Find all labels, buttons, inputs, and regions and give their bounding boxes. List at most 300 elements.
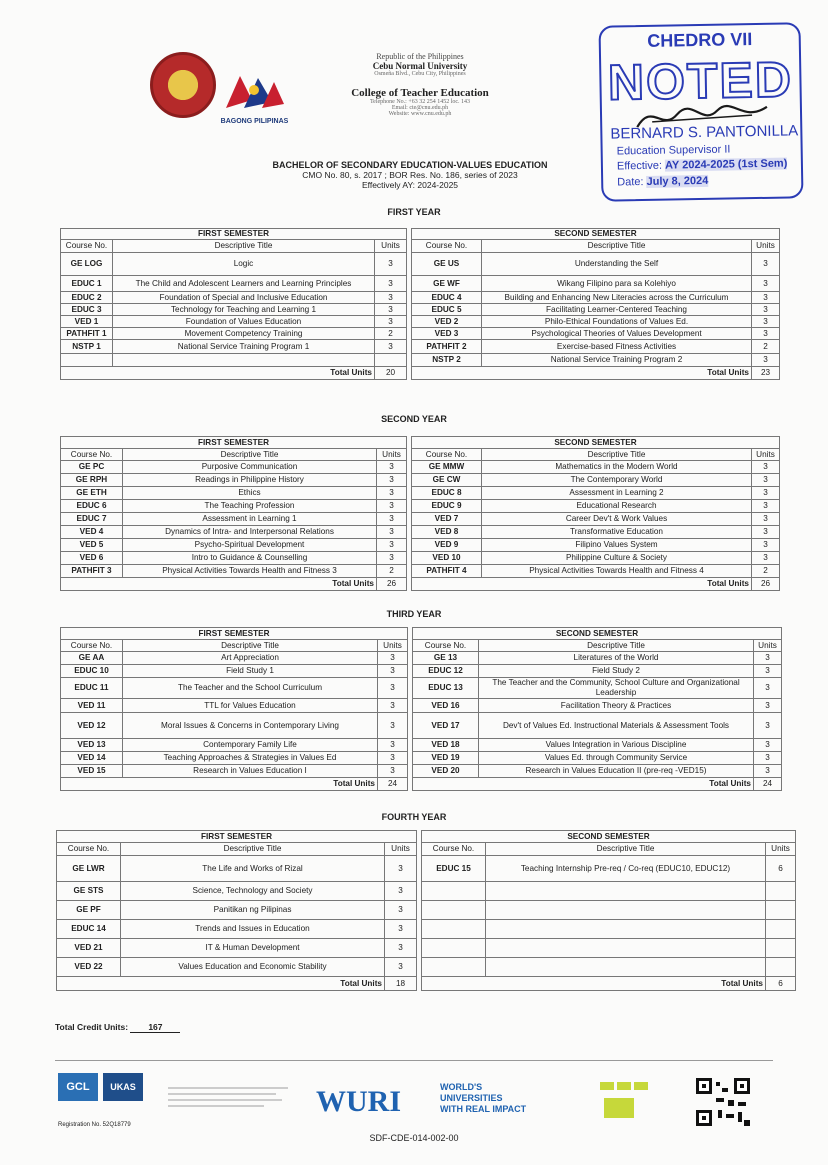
course-units: 3	[377, 539, 407, 552]
course-units: 3	[754, 739, 782, 752]
course-number: GE PC	[61, 461, 123, 474]
year-heading: FIRST YEAR	[387, 207, 441, 217]
course-units: 3	[377, 513, 407, 526]
course-title: Ethics	[123, 487, 377, 500]
wuri-tagline: WORLD'S UNIVERSITIES WITH REAL IMPACT	[440, 1082, 527, 1114]
course-number: VED 7	[412, 513, 482, 526]
course-number: PATHFIT 1	[61, 328, 113, 340]
course-number: EDUC 8	[412, 487, 482, 500]
course-title: TTL for Values Education	[123, 699, 378, 713]
course-units: 3	[385, 920, 417, 939]
course-title: The Life and Works of Rizal	[121, 856, 385, 882]
column-header-desc-title: Descriptive Title	[123, 449, 377, 461]
course-number	[422, 958, 486, 977]
course-units: 3	[752, 539, 780, 552]
course-units: 3	[378, 765, 408, 778]
course-title: Foundation of Special and Inclusive Education	[113, 292, 375, 304]
total-units-second: 23	[752, 367, 780, 380]
course-number: GE WF	[412, 276, 482, 292]
course-units: 2	[752, 340, 780, 354]
course-units: 3	[375, 292, 407, 304]
column-header-units: Units	[375, 240, 407, 253]
column-header-desc-title: Descriptive Title	[123, 640, 378, 652]
column-header-course-no: Course No.	[57, 843, 121, 856]
course-number: EDUC 11	[61, 678, 123, 699]
course-number: EDUC 9	[412, 500, 482, 513]
course-units: 3	[378, 652, 408, 665]
gcl-logo: GCL	[58, 1073, 98, 1101]
course-number	[61, 354, 113, 367]
course-title: Technology for Teaching and Learning 1	[113, 304, 375, 316]
course-title: The Teaching Profession	[123, 500, 377, 513]
republic-line: Republic of the Philippines	[376, 52, 464, 61]
course-title: Philippine Culture & Society	[482, 552, 752, 565]
course-number: VED 15	[61, 765, 123, 778]
course-units: 3	[754, 713, 782, 739]
total-units-second: 24	[754, 778, 782, 791]
curriculum-table	[60, 627, 782, 791]
stamp-status: NOTED	[607, 51, 794, 111]
table-row	[61, 354, 780, 367]
course-number	[422, 901, 486, 920]
course-title: Psycho-Spiritual Development	[123, 539, 377, 552]
course-number: VED 18	[413, 739, 479, 752]
course-number	[422, 882, 486, 901]
total-credit-units: Total Credit Units: 167	[55, 1022, 180, 1033]
course-title: Research in Values Education I	[123, 765, 378, 778]
course-number: GE AA	[61, 652, 123, 665]
first-semester-header: FIRST SEMESTER	[61, 628, 408, 640]
table-row	[57, 958, 796, 977]
course-units: 3	[752, 304, 780, 316]
course-number: VED 17	[413, 713, 479, 739]
table-row	[61, 487, 780, 500]
column-header-units: Units	[766, 843, 796, 856]
total-units-first: 26	[377, 578, 407, 591]
course-units: 3	[385, 901, 417, 920]
course-number	[422, 920, 486, 939]
course-units	[375, 354, 407, 367]
course-number: GE CW	[412, 474, 482, 487]
course-number: GE ETH	[61, 487, 123, 500]
course-units: 3	[378, 752, 408, 765]
column-header-desc-title: Descriptive Title	[113, 240, 375, 253]
course-title: Career Dev't & Work Values	[482, 513, 752, 526]
table-row	[57, 856, 796, 882]
total-units-label: Total Units	[413, 778, 754, 791]
first-semester-header: FIRST SEMESTER	[61, 229, 407, 240]
year-heading: THIRD YEAR	[386, 609, 442, 619]
total-units-label: Total Units	[412, 578, 752, 591]
course-number: NSTP 2	[412, 354, 482, 367]
course-units: 3	[375, 340, 407, 354]
table-row	[61, 328, 780, 340]
table-row	[61, 678, 782, 699]
course-number: PATHFIT 3	[61, 565, 123, 578]
second-semester-header: SECOND SEMESTER	[412, 229, 780, 240]
table-row	[57, 939, 796, 958]
course-units: 3	[377, 552, 407, 565]
course-title: Research in Values Education II (pre-req -VED15)	[479, 765, 754, 778]
course-title: Mathematics in the Modern World	[482, 461, 752, 474]
year-heading: FOURTH YEAR	[381, 812, 447, 822]
course-number: VED 6	[61, 552, 123, 565]
table-row	[61, 526, 780, 539]
column-header-desc-title: Descriptive Title	[482, 240, 752, 253]
course-units: 3	[378, 699, 408, 713]
bagong-pilipinas-text: BAGONG PILIPINAS	[220, 118, 289, 125]
course-title: Values Ed. through Community Service	[479, 752, 754, 765]
course-number: VED 20	[413, 765, 479, 778]
course-units: 3	[378, 739, 408, 752]
total-units-label: Total Units	[61, 778, 378, 791]
course-number: EDUC 6	[61, 500, 123, 513]
course-units: 3	[752, 292, 780, 304]
course-number: EDUC 4	[412, 292, 482, 304]
course-number: GE US	[412, 253, 482, 276]
course-title: Dev't of Values Ed. Instructional Materials & Assessment Tools	[479, 713, 754, 739]
table-row	[61, 474, 780, 487]
first-semester-header: FIRST SEMESTER	[57, 831, 417, 843]
column-header-course-no: Course No.	[412, 449, 482, 461]
course-title: Field Study 2	[479, 665, 754, 678]
table-row	[61, 276, 780, 292]
course-units: 3	[752, 500, 780, 513]
course-title: Logic	[113, 253, 375, 276]
course-number: VED 22	[57, 958, 121, 977]
university-name: Cebu Normal University	[372, 61, 468, 71]
course-number: GE RPH	[61, 474, 123, 487]
course-number	[422, 939, 486, 958]
course-title: Exercise-based Fitness Activities	[482, 340, 752, 354]
table-row	[61, 652, 782, 665]
program-title-block	[200, 160, 620, 190]
course-title: Building and Enhancing New Literacies across the Curriculum	[482, 292, 752, 304]
course-title: Art Appreciation	[123, 652, 378, 665]
course-units: 3	[752, 474, 780, 487]
course-units: 3	[377, 474, 407, 487]
table-row	[61, 513, 780, 526]
course-title: Moral Issues & Concerns in Contemporary Living	[123, 713, 378, 739]
course-title: Science, Technology and Society	[121, 882, 385, 901]
table-row	[61, 699, 782, 713]
total-units-label: Total Units	[61, 578, 377, 591]
course-units: 3	[375, 253, 407, 276]
table-row	[61, 739, 782, 752]
total-credit-value: 167	[130, 1022, 180, 1033]
course-units	[766, 882, 796, 901]
registration-number: Registration No. 52Q18779	[58, 1122, 131, 1128]
qs-stars-logo	[600, 1080, 650, 1120]
total-units-label: Total Units	[422, 977, 766, 991]
course-title: Facilitation Theory & Practices	[479, 699, 754, 713]
course-title: Dynamics of Intra- and Interpersonal Relations	[123, 526, 377, 539]
course-units: 3	[385, 882, 417, 901]
course-title: Psychological Theories of Values Development	[482, 328, 752, 340]
course-number: GE 13	[413, 652, 479, 665]
course-number: VED 10	[412, 552, 482, 565]
course-title: Physical Activities Towards Health and Fitness 4	[482, 565, 752, 578]
course-title: IT & Human Development	[121, 939, 385, 958]
program-cmo: CMO No. 80, s. 2017 ; BOR Res. No. 186, series of 2023	[302, 170, 518, 180]
letterhead	[300, 52, 540, 117]
total-units-first: 18	[385, 977, 417, 991]
curriculum-table	[56, 830, 796, 991]
course-units: 3	[754, 765, 782, 778]
course-title	[113, 354, 375, 367]
course-title: The Contemporary World	[482, 474, 752, 487]
column-header-desc-title: Descriptive Title	[486, 843, 766, 856]
course-units: 3	[375, 276, 407, 292]
course-title	[486, 901, 766, 920]
column-header-units: Units	[754, 640, 782, 652]
course-number: GE MMW	[412, 461, 482, 474]
course-units: 3	[752, 513, 780, 526]
course-units: 3	[752, 526, 780, 539]
course-units: 3	[752, 253, 780, 276]
table-row	[61, 316, 780, 328]
course-units: 3	[752, 354, 780, 367]
college-name: College of Teacher Education	[351, 87, 489, 99]
course-title: Facilitating Learner-Centered Teaching	[482, 304, 752, 316]
column-header-units: Units	[752, 449, 780, 461]
table-row	[61, 765, 782, 778]
second-semester-header: SECOND SEMESTER	[422, 831, 796, 843]
course-number: VED 3	[412, 328, 482, 340]
total-units-label: Total Units	[57, 977, 385, 991]
course-title: Purposive Communication	[123, 461, 377, 474]
course-number: EDUC 12	[413, 665, 479, 678]
program-title: BACHELOR OF SECONDARY EDUCATION-VALUES EDUCATION	[272, 160, 548, 170]
course-units	[766, 920, 796, 939]
course-units: 3	[754, 699, 782, 713]
course-units: 3	[377, 487, 407, 500]
column-header-units: Units	[385, 843, 417, 856]
table-row	[61, 665, 782, 678]
table-row	[61, 253, 780, 276]
course-units: 3	[754, 652, 782, 665]
qr-code-icon	[696, 1078, 750, 1126]
course-number: PATHFIT 4	[412, 565, 482, 578]
table-row	[61, 461, 780, 474]
column-header-units: Units	[377, 449, 407, 461]
year-heading: SECOND YEAR	[381, 414, 447, 424]
table-row	[57, 920, 796, 939]
course-title: The Teacher and the Community, School Culture and Organizational Leadership	[479, 678, 754, 699]
course-title: Foundation of Values Education	[113, 316, 375, 328]
course-title	[486, 882, 766, 901]
course-number: GE LWR	[57, 856, 121, 882]
cnu-seal-logo	[150, 52, 216, 118]
course-units: 6	[766, 856, 796, 882]
course-units	[766, 939, 796, 958]
course-number: VED 2	[412, 316, 482, 328]
column-header-course-no: Course No.	[61, 640, 123, 652]
course-title: Movement Competency Training	[113, 328, 375, 340]
course-number: EDUC 3	[61, 304, 113, 316]
first-semester-header: FIRST SEMESTER	[61, 437, 407, 449]
course-number: EDUC 10	[61, 665, 123, 678]
stamp-name: BERNARD S. PANTONILLA	[610, 122, 799, 143]
course-units: 3	[385, 958, 417, 977]
course-units: 3	[375, 304, 407, 316]
course-units: 3	[385, 856, 417, 882]
course-title	[486, 939, 766, 958]
course-number: VED 12	[61, 713, 123, 739]
course-number: EDUC 7	[61, 513, 123, 526]
course-units: 3	[752, 552, 780, 565]
stamp-office: CHEDRO VII	[647, 29, 753, 51]
course-title: Wikang Filipino para sa Kolehiyo	[482, 276, 752, 292]
bagong-pilipinas-logo	[222, 70, 286, 110]
course-number: VED 16	[413, 699, 479, 713]
course-number: EDUC 14	[57, 920, 121, 939]
contact-website: Website: www.cnu.edu.ph	[388, 111, 452, 117]
course-number: VED 13	[61, 739, 123, 752]
document-code: SDF-CDE-014-002-00	[369, 1133, 459, 1143]
course-title: National Service Training Program 2	[482, 354, 752, 367]
course-title: Understanding the Self	[482, 253, 752, 276]
course-title: Physical Activities Towards Health and Fitness 3	[123, 565, 377, 578]
course-title: Values Integration in Various Discipline	[479, 739, 754, 752]
course-title	[486, 958, 766, 977]
course-units: 3	[378, 713, 408, 739]
course-units: 3	[752, 328, 780, 340]
course-title: The Child and Adolescent Learners and Learning Principles	[113, 276, 375, 292]
curriculum-table	[60, 436, 780, 591]
stamp-effective: Effective: AY 2024-2025 (1st Sem)	[616, 157, 788, 173]
course-units: 3	[754, 752, 782, 765]
course-title: Educational Research	[482, 500, 752, 513]
table-row	[61, 292, 780, 304]
course-number: EDUC 5	[412, 304, 482, 316]
column-header-course-no: Course No.	[413, 640, 479, 652]
total-units-label: Total Units	[412, 367, 752, 380]
course-number: NSTP 1	[61, 340, 113, 354]
course-title: Contemporary Family Life	[123, 739, 378, 752]
course-number: PATHFIT 2	[412, 340, 482, 354]
course-units: 2	[752, 565, 780, 578]
university-address: Osmeña Blvd., Cebu City, Philippines	[374, 71, 466, 77]
course-units: 3	[377, 526, 407, 539]
course-units: 3	[378, 678, 408, 699]
column-header-units: Units	[752, 240, 780, 253]
total-units-first: 24	[378, 778, 408, 791]
course-title: Teaching Approaches & Strategies in Values Ed	[123, 752, 378, 765]
course-units: 3	[752, 487, 780, 500]
table-row	[61, 500, 780, 513]
course-number: VED 19	[413, 752, 479, 765]
course-number: VED 1	[61, 316, 113, 328]
course-title: Values Education and Economic Stability	[121, 958, 385, 977]
course-number: EDUC 13	[413, 678, 479, 699]
contact-phone: Telephone No.: +63 32 254 1452 loc. 143	[369, 99, 471, 105]
stamp-position: Education Supervisor II	[616, 143, 731, 158]
total-units-label: Total Units	[61, 367, 375, 380]
total-units-first: 20	[375, 367, 407, 380]
stamp-date: Date: July 8, 2024	[617, 174, 709, 189]
course-units: 3	[752, 316, 780, 328]
table-row	[57, 901, 796, 920]
course-units: 3	[377, 461, 407, 474]
column-header-course-no: Course No.	[61, 449, 123, 461]
course-title: Field Study 1	[123, 665, 378, 678]
course-title: Panitikan ng Pilipinas	[121, 901, 385, 920]
table-row	[61, 713, 782, 739]
ukas-logo: UKAS	[103, 1073, 143, 1101]
certification-text	[168, 1083, 288, 1113]
course-number: VED 21	[57, 939, 121, 958]
course-number: GE LOG	[61, 253, 113, 276]
column-header-desc-title: Descriptive Title	[482, 449, 752, 461]
course-number: GE STS	[57, 882, 121, 901]
course-number: VED 14	[61, 752, 123, 765]
column-header-units: Units	[378, 640, 408, 652]
course-title: Readings in Philippine History	[123, 474, 377, 487]
course-number: VED 5	[61, 539, 123, 552]
program-effectivity: Effectively AY: 2024-2025	[361, 180, 459, 190]
course-title: Teaching Internship Pre-req / Co-req (EDUC10, EDUC12)	[486, 856, 766, 882]
course-units: 3	[378, 665, 408, 678]
course-title: Trends and Issues in Education	[121, 920, 385, 939]
second-semester-header: SECOND SEMESTER	[412, 437, 780, 449]
course-units: 3	[754, 665, 782, 678]
curriculum-table	[60, 228, 780, 380]
table-row	[57, 882, 796, 901]
course-units: 2	[375, 328, 407, 340]
chedro-noted-stamp	[598, 22, 803, 201]
course-title: Filipino Values System	[482, 539, 752, 552]
course-number: VED 9	[412, 539, 482, 552]
course-units: 3	[377, 500, 407, 513]
course-units	[766, 901, 796, 920]
course-number: VED 4	[61, 526, 123, 539]
course-number: EDUC 15	[422, 856, 486, 882]
course-number: EDUC 1	[61, 276, 113, 292]
course-units: 3	[754, 678, 782, 699]
course-title: Philo-Ethical Foundations of Values Ed.	[482, 316, 752, 328]
course-title: Intro to Guidance & Counselling	[123, 552, 377, 565]
course-units: 3	[752, 276, 780, 292]
second-semester-header: SECOND SEMESTER	[413, 628, 782, 640]
course-title: Literatures of the World	[479, 652, 754, 665]
course-title: National Service Training Program 1	[113, 340, 375, 354]
table-row	[61, 565, 780, 578]
course-units: 3	[375, 316, 407, 328]
course-title: Assessment in Learning 2	[482, 487, 752, 500]
column-header-desc-title: Descriptive Title	[121, 843, 385, 856]
total-units-second: 26	[752, 578, 780, 591]
course-units: 2	[377, 565, 407, 578]
total-units-second: 6	[766, 977, 796, 991]
table-row	[61, 552, 780, 565]
course-units: 3	[752, 461, 780, 474]
column-header-course-no: Course No.	[61, 240, 113, 253]
course-number: VED 11	[61, 699, 123, 713]
contact-email: Email: cte@cnu.edu.ph	[391, 105, 449, 111]
table-row	[61, 340, 780, 354]
course-title	[486, 920, 766, 939]
column-header-desc-title: Descriptive Title	[479, 640, 754, 652]
column-header-course-no: Course No.	[412, 240, 482, 253]
course-title: Assessment in Learning 1	[123, 513, 377, 526]
table-row	[61, 539, 780, 552]
course-number: GE PF	[57, 901, 121, 920]
course-number: VED 8	[412, 526, 482, 539]
wuri-logo: WURI	[316, 1085, 402, 1118]
course-title: The Teacher and the School Curriculum	[123, 678, 378, 699]
footer-divider	[55, 1060, 773, 1061]
